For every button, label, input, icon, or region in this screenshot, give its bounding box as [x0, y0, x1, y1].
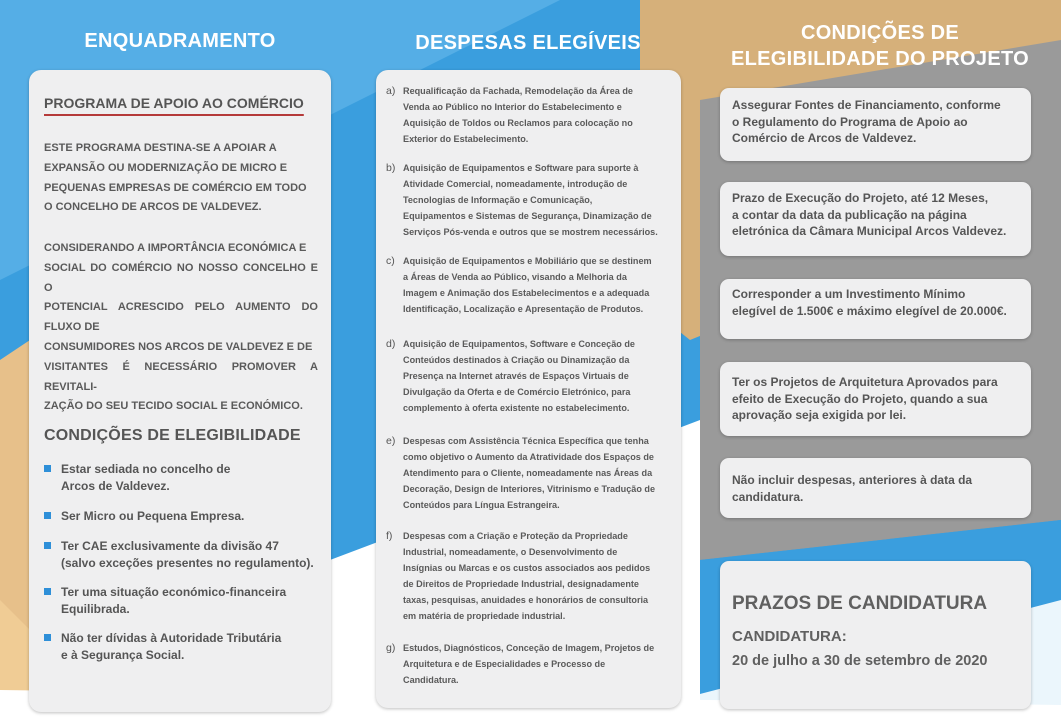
- expense-item-c: [386, 254, 668, 318]
- bullet-square-icon: [44, 588, 51, 595]
- condition-line: efeito de Execução do Projeto, quando a sua: [732, 391, 988, 406]
- item-letter: e): [386, 435, 396, 447]
- program-description: [44, 139, 318, 218]
- item-line: Equipamentos e Sistemas de Segurança, Dinamização de: [403, 210, 652, 221]
- item-line: Identificação, Localização e Apresentação de Produtos.: [403, 303, 644, 314]
- text-line: CONSIDERANDO A IMPORTÂNCIA ECONÓMICA E: [44, 242, 307, 254]
- text-line: ZAÇÃO DO SEU TECIDO SOCIAL E ECONÓMICO.: [44, 400, 303, 413]
- heading-line: ELEGIBILIDADE DO PROJETO: [731, 48, 1029, 70]
- item-letter: c): [386, 255, 395, 267]
- project-condition-card: [720, 279, 1031, 339]
- text-line: PEQUENAS EMPRESAS DE COMÉRCIO EM TODO: [44, 181, 307, 194]
- eligibility-condition: [44, 508, 324, 525]
- program-context: [44, 239, 318, 417]
- condition-line: Ter uma situação económico-financeira: [61, 585, 287, 599]
- item-line: Atividade Comercial, nomeadamente, introdução de: [403, 178, 628, 189]
- item-line: Requalificação da Fachada, Remodelação da Área de: [403, 86, 633, 96]
- condition-line: Ser Micro ou Pequena Empresa.: [61, 509, 245, 523]
- project-condition-card: [720, 182, 1031, 256]
- item-line: em matéria de propriedade industrial.: [403, 610, 566, 621]
- condition-line: Corresponder a um Investimento Mínimo: [732, 287, 966, 301]
- item-line: Industrial, nomeadamente, o Desenvolvimento de: [403, 546, 618, 557]
- text-line: VISITANTES É NECESSÁRIO PROMOVER A REVITALI-: [44, 360, 318, 393]
- item-line: Candidatura.: [403, 674, 459, 685]
- item-line: Insígnias ou Marcas e os custos associados aos pedidos: [403, 562, 651, 573]
- condition-line: eletrónica da Câmara Municipal Arcos Valdevez.: [732, 224, 1007, 239]
- heading-condicoes-projeto: [715, 20, 1045, 72]
- condition-line: aprovação seja exigida por lei.: [732, 408, 907, 423]
- bullet-square-icon: [44, 542, 51, 549]
- text-line: O CONCELHO DE ARCOS DE VALDEVEZ.: [44, 201, 262, 214]
- condition-line: Ter os Projetos de Arquitetura Aprovados para: [732, 375, 998, 389]
- program-title: PROGRAMA DE APOIO AO COMÉRCIO: [44, 95, 304, 111]
- text-line: SOCIAL DO COMÉRCIO NO NOSSO CONCELHO E O: [44, 261, 318, 294]
- item-line: Arquitetura e de Especialidades e Processo de: [403, 658, 606, 669]
- project-condition-card: [720, 458, 1031, 518]
- candidatura-label: CANDIDATURA:: [732, 628, 847, 645]
- item-line: Conteúdos destinados à Criação ou Dinamização da: [403, 354, 630, 365]
- condition-line: Prazo de Execução do Projeto, até 12 Meses,: [732, 191, 989, 205]
- eligibility-condition: [44, 538, 324, 572]
- item-line: taxas, pesquisas, anuidades e honorários de consultoria: [403, 594, 649, 605]
- project-condition-card: [720, 88, 1031, 161]
- prazos-title: PRAZOS DE CANDIDATURA: [732, 593, 988, 614]
- condition-line: Comércio de Arcos de Valdevez.: [732, 131, 917, 146]
- prazos-card: [720, 561, 1031, 709]
- condition-line: Arcos de Valdevez.: [61, 479, 170, 493]
- item-line: Aquisição de Equipamentos e Software para suporte à: [403, 163, 639, 173]
- condition-line: elegível de 1.500€ e máximo elegível de 20.000€.: [732, 303, 1007, 318]
- item-line: complemento à oferta existente no estabelecimento.: [403, 402, 630, 413]
- condition-line: e à Segurança Social.: [61, 648, 185, 662]
- item-letter: d): [386, 338, 396, 350]
- condition-line: Assegurar Fontes de Financiamento, conforme: [732, 98, 1001, 112]
- item-line: Aquisição de Equipamentos, Software e Conceção de: [403, 339, 635, 349]
- item-line: de Direitos de Propriedade Industrial, designadamente: [403, 578, 639, 589]
- bullet-square-icon: [44, 465, 51, 472]
- bullet-square-icon: [44, 634, 51, 641]
- text-line: POTENCIAL ACRESCIDO PELO AUMENTO DO FLUXO DE: [44, 301, 318, 334]
- heading-line: CONDIÇÕES DE: [800, 22, 960, 44]
- item-line: Tecnologias de Informação e Comunicação,: [403, 194, 593, 205]
- item-letter: g): [386, 642, 396, 654]
- candidatura-dates: 20 de julho a 30 de setembro de 2020: [732, 653, 988, 669]
- item-line: Divulgação da Oferta e de Comércio Eletrónico, para: [403, 386, 631, 397]
- eligibility-condition: [44, 584, 324, 618]
- condition-line: Estar sediada no concelho de: [61, 462, 231, 476]
- expense-item-e: [386, 434, 668, 514]
- heading-enquadramento: ENQUADRAMENTO: [84, 30, 276, 52]
- item-line: Presença na Internet através de Espaços Virtuais de: [403, 370, 629, 381]
- condition-line: o Regulamento do Programa de Apoio ao: [732, 114, 968, 129]
- text-line: EXPANSÃO OU MODERNIZAÇÃO DE MICRO E: [44, 161, 288, 174]
- expense-item-g: [386, 641, 668, 689]
- heading-despesas-elegiveis: DESPESAS ELEGÍVEIS: [415, 32, 641, 54]
- expense-item-a: [386, 84, 668, 148]
- bullet-square-icon: [44, 512, 51, 519]
- item-line: Serviços Pós-venda e outros que se mostrem necessários.: [403, 226, 658, 237]
- item-line: Despesas com Assistência Técnica Específica que tenha: [403, 436, 649, 446]
- item-line: Imagem e Animação dos Estabelecimentos e a adequada: [403, 287, 650, 298]
- expense-item-b: [386, 161, 668, 241]
- eligibility-condition: [44, 461, 324, 495]
- condition-line: Ter CAE exclusivamente da divisão 47: [61, 539, 279, 553]
- item-line: Aquisição de Toldos ou Reclamos para colocação no: [403, 117, 633, 128]
- project-condition-card: [720, 362, 1031, 436]
- condition-line: a contar da data da publicação na página: [732, 207, 967, 222]
- condition-line: Não ter dívidas à Autoridade Tributária: [61, 631, 282, 645]
- item-letter: a): [386, 85, 396, 97]
- condition-line: Equilibrada.: [61, 602, 130, 616]
- text-line: CONSUMIDORES NOS ARCOS DE VALDEVEZ E DE: [44, 340, 313, 353]
- condition-line: Não incluir despesas, anteriores à data da: [732, 473, 973, 487]
- item-line: Atendimento para o Cliente, nomeadamente nas Áreas da: [403, 467, 653, 478]
- item-line: Exterior do Estabelecimento.: [403, 133, 529, 144]
- text-line: ESTE PROGRAMA DESTINA-SE A APOIAR A: [44, 142, 277, 154]
- condition-line: candidatura.: [732, 489, 804, 504]
- enquadramento-card: [29, 70, 331, 712]
- item-letter: b): [386, 162, 396, 174]
- item-line: Estudos, Diagnósticos, Conceção de Imagem, Projetos de: [403, 643, 655, 653]
- despesas-card: [376, 70, 681, 708]
- item-line: Conteúdos para Língua Estrangeira.: [403, 499, 560, 510]
- item-letter: f): [386, 530, 393, 542]
- eligibility-condition: [44, 630, 324, 664]
- item-line: como objetivo o Aumento da Atratividade dos Espaços de: [403, 451, 654, 462]
- eligibility-conditions-title: CONDIÇÕES DE ELEGIBILIDADE: [44, 427, 301, 444]
- expense-item-d: [386, 337, 668, 417]
- item-line: Venda ao Público no Interior do Estabelecimento e: [403, 101, 622, 112]
- item-line: Decoração, Design de Interiores, Vitrinismo e Tradução de: [403, 483, 656, 494]
- item-line: Aquisição de Equipamentos e Mobiliário que se destinem: [403, 256, 652, 266]
- item-line: a Áreas de Venda ao Público, visando a Melhoria da: [403, 271, 627, 282]
- expense-item-f: [386, 529, 668, 624]
- item-line: Despesas com a Criação e Proteção da Propriedade: [403, 531, 628, 541]
- condition-line: (salvo exceções presentes no regulamento).: [61, 556, 314, 570]
